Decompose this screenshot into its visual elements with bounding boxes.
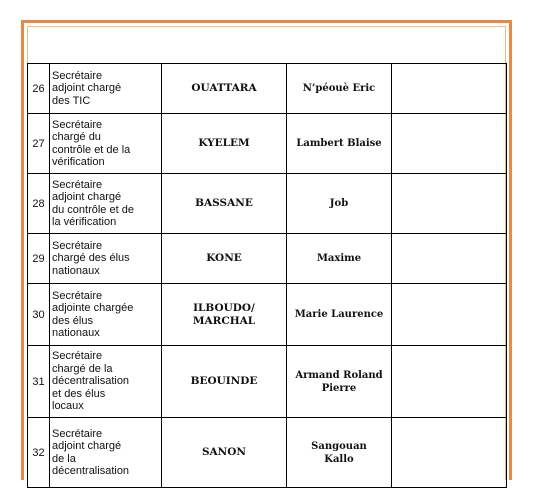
first-name-text: Sangouan Kallo [311, 440, 367, 465]
table-row [28, 64, 507, 114]
role-cell [50, 174, 162, 234]
last-name-text: KONE [206, 252, 242, 264]
role-cell [50, 234, 162, 284]
row-number: 27 [28, 114, 50, 174]
last-name-cell [162, 284, 287, 346]
role-cell [50, 346, 162, 418]
extra-cell [392, 418, 507, 488]
last-name-text: OUATTARA [191, 82, 257, 94]
role-cell [50, 284, 162, 346]
last-name-text: BEOUINDE [190, 375, 258, 387]
row-number: 28 [28, 174, 50, 234]
first-name-text: Lambert Blaise [296, 138, 382, 149]
row-number: 29 [28, 234, 50, 284]
table-row [28, 174, 507, 234]
role-cell [50, 114, 162, 174]
table-row [28, 418, 507, 488]
row-number: 32 [28, 418, 50, 488]
last-name-cell [162, 234, 287, 284]
first-name-cell [287, 418, 392, 488]
last-name-text: KYELEM [198, 137, 250, 149]
members-table [27, 63, 507, 488]
first-name-text: Job [329, 198, 349, 209]
first-name-cell [287, 234, 392, 284]
role-cell [50, 64, 162, 114]
last-name-cell [162, 418, 287, 488]
first-name-cell [287, 114, 392, 174]
role-text: Secrétaire chargé de la décentralisation et des élus locaux [52, 350, 130, 413]
role-text: Secrétaire adjoint chargé des TIC [52, 69, 122, 107]
last-name-text: BASSANE [195, 197, 253, 209]
role-text: Secrétaire adjoint chargé de la décentralisation [52, 427, 130, 477]
first-name-text: N’péouè Eric [302, 83, 376, 94]
first-name-cell [287, 284, 392, 346]
last-name-cell [162, 174, 287, 234]
table-row [28, 114, 507, 174]
first-name-text: Maxime [316, 253, 362, 264]
row-number: 31 [28, 346, 50, 418]
table-row [28, 234, 507, 284]
last-name-cell [162, 64, 287, 114]
extra-cell [392, 64, 507, 114]
role-text: Secrétaire chargé des élus nationaux [52, 239, 130, 277]
last-name-text: ILBOUDO/ MARCHAL [192, 301, 256, 327]
first-name-cell [287, 64, 392, 114]
extra-cell [392, 346, 507, 418]
row-number: 26 [28, 64, 50, 114]
table-row [28, 346, 507, 418]
extra-cell [392, 174, 507, 234]
row-number: 30 [28, 284, 50, 346]
extra-cell [392, 284, 507, 346]
first-name-cell [287, 346, 392, 418]
role-cell [50, 418, 162, 488]
first-name-cell [287, 174, 392, 234]
table-row [28, 284, 507, 346]
last-name-text: SANON [201, 446, 247, 458]
last-name-cell [162, 346, 287, 418]
first-name-text: Armand Roland Pierre [295, 369, 383, 394]
role-text: Secrétaire adjointe chargée des élus nationaux [52, 289, 134, 339]
role-text: Secrétaire chargé du contrôle et de la vérification [52, 118, 131, 168]
last-name-cell [162, 114, 287, 174]
extra-cell [392, 114, 507, 174]
first-name-text: Marie Laurence [294, 309, 384, 320]
role-text: Secrétaire adjoint chargé du contrôle et de la vérification [52, 178, 134, 228]
extra-cell [392, 234, 507, 284]
